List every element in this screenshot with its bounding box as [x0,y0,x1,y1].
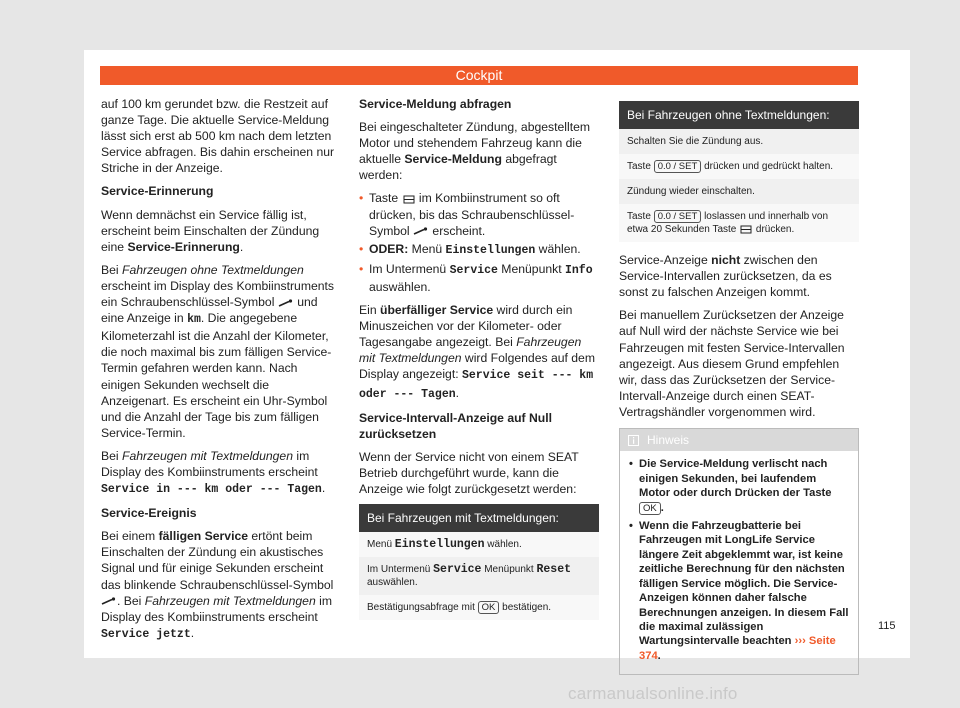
info-icon [628,435,639,446]
wrench-icon [413,227,429,235]
ok-key: OK [639,502,661,515]
note-item: • Die Service-Meldung verlischt nach einigen Sekunden, bei laufendem Motor oder durch Drücken der Taste OK . [629,458,832,514]
table-row: Zündung wieder einschalten. [619,179,859,204]
paragraph: Ein überfälliger Service wird durch ein Minuszeichen vor der Kilometer- oder Tagesangabe angezeigt. Bei Fahrzeugen mit Textmeldungen wird Folgendes auf dem Display angezeigt: Service seit --- km oder --- Tagen. [359,303,595,401]
note-item: • Wenn die Fahrzeugbatterie bei Fahrzeugen mit LongLife Service längere Zeit abgeklemmt war, ist keine zeitliche Berechnung für den nächsten fälligen Service möglich. Die Service-Anzeigen können daher falsche Berechnungen anzeigen. In diesem Fall die maximal zulässigen Wartungsintervalle beachten ››› Seite 374. [629,520,849,662]
table-row: Taste 0.0 / SET loslassen und innerhalb von etwa 20 Sekunden Taste drücken. [619,204,859,242]
bullet-item: • Im Untermenü Service Menüpunkt Info auswählen. [359,261,593,294]
column-2 [359,96,599,620]
bullet-item: • ODER: Menü Einstellungen wählen. [359,241,581,257]
table-row: Im Untermenü Service Menüpunkt Reset auswählen. [359,557,599,595]
paragraph: Bei Fahrzeugen mit Textmeldungen im Display des Kombiinstruments erscheint Service in --- km oder --- Tagen. [101,448,326,497]
paragraph: Wenn der Service nicht von einem SEAT Betrieb durchgeführt wurde, kann die Anzeige wie folgt zurückgesetzt werden: [359,449,579,496]
hinweis-header: Hinweis [620,429,858,451]
table-ohne-textmeldungen [619,101,859,242]
set-key: 0.0 / SET [654,210,702,223]
paragraph: auf 100 km gerundet bzw. die Restzeit auf ganze Tage. Die aktuelle Service-Meldung lässt sich erst ab 500 km nach dem letzten Service abfragen. Bis dahin erscheinen nur Striche in der Anzeige. [101,97,335,176]
paragraph: Bei einem fälligen Service ertönt beim Einschalten der Zündung ein akustisches Signal und für einige Sekunden erscheint das blinkende Schraubenschlüssel-Symbol . Bei Fahrzeugen mit Textmeldungen im Display des Kombiinstruments erscheint Service jetzt. [101,529,334,641]
header-title: Cockpit [455,67,503,83]
page-header [100,66,858,85]
bullet-item: • Taste im Kombiinstrument so oft drücken, bis das Schraubenschlüssel-Symbol erscheint. [359,191,575,238]
paragraph: Bei Fahrzeugen ohne Textmeldungen erscheint im Display des Kombiinstruments ein Schraubenschlüssel-Symbol und eine Anzeige in km. Die angegebene Kilometerzahl ist die Anzahl der Kilometer, die noch maximal bis zum fälligen Service-Termin gefahren werden kann. Nach einigen Sekunden wechselt die Anzeigenart. Es erscheint ein Uhr-Symbol und die Anzahl der Tage bis zum fälligen Service-Termin. [101,262,335,440]
column-1 [101,96,335,650]
hinweis-box [619,428,859,675]
table-row: Bestätigungsabfrage mit OK bestätigen. [359,595,599,620]
wrench-icon [101,597,117,605]
paragraph: Bei eingeschalteter Zündung, abgestelltem Motor und stehendem Fahrzeug kann die aktuelle Service-Meldung abgefragt werden: [359,120,591,183]
page-reference-link[interactable]: Seite 374 [639,635,836,662]
table-header: Bei Fahrzeugen ohne Textmeldungen: [619,101,859,129]
paragraph: Service-Anzeige nicht zwischen den Service-Intervallen zurücksetzen, da es sonst zu falschen Anzeigen kommt. [619,253,832,300]
ok-key: OK [478,601,500,614]
paragraph: Bei manuellem Zurücksetzen der Anzeige auf Null wird der nächste Service wie bei Fahrzeugen mit festen Service-Intervallen angezeigt. Aus diesem Grund empfehlen wir, dass das Zurücksetzen der Service-Intervall-Anzeige durch einen SEAT-Vertragshändler vorgenommen wird. [619,308,845,419]
wrench-icon [278,299,294,307]
page-number: 115 [878,620,896,632]
button-icon [402,195,416,204]
heading-null: Service-Intervall-Anzeige auf Null zurücksetzen [359,410,553,441]
heading-abfragen: Service-Meldung abfragen [359,97,512,111]
button-icon [739,225,753,234]
table-row: Menü Einstellungen wählen. [359,532,599,557]
table-row: Schalten Sie die Zündung aus. [619,129,859,154]
set-key: 0.0 / SET [654,160,702,173]
heading-service-ereignis: Service-Ereignis [101,506,197,521]
paragraph: Wenn demnächst ein Service fällig ist, erscheint beim Einschalten der Zündung eine Service-Erinnerung. [101,207,320,254]
column-3 [619,101,859,675]
table-row: Taste 0.0 / SET drücken und gedrückt halten. [619,154,859,179]
watermark: carmanualsonline.info [568,684,738,703]
table-header: Bei Fahrzeugen mit Textmeldungen: [359,504,599,532]
heading-service-erinnerung: Service-Erinnerung [101,184,214,199]
table-mit-textmeldungen [359,504,599,620]
